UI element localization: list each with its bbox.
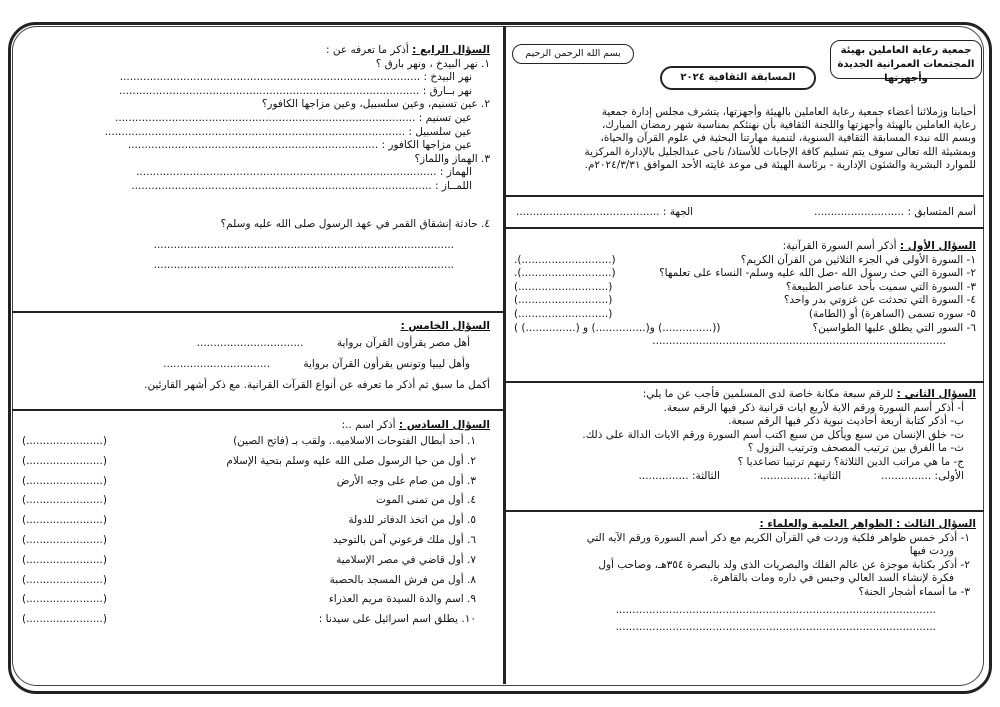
q6-answer-blank[interactable]: (.......................) bbox=[22, 454, 107, 467]
q4-title-rest: أذكر ما تعرفه عن : bbox=[326, 44, 409, 56]
q6-answer-blank[interactable]: (.......................) bbox=[22, 613, 107, 626]
q3-item: فكرة لإنشاء السد العالي وحبس في داره ومات بالقاهرة. bbox=[709, 572, 954, 585]
q1-question: ٦- السور التي يطلق عليها الطواسين؟ bbox=[812, 321, 976, 334]
contest-title-box bbox=[660, 66, 816, 90]
q3-item: ٢- أذكر بكتابة موجزة عن عالم الفلك والبصريات الذى ولد بالبصرة ٣٥٤هـ، وصاحب أول bbox=[598, 558, 970, 571]
q1-answer-blank[interactable]: ((...............) و(...............) و (...............) ) bbox=[514, 321, 721, 334]
q1-question: ٤- السورة التي تحدثت عن غزوتي بدر واحد؟ bbox=[783, 294, 976, 307]
question-3 bbox=[514, 518, 976, 635]
q5-title: السؤال الخامس : bbox=[400, 320, 490, 332]
q2-rank-second[interactable]: الثانية: ............... bbox=[759, 469, 842, 482]
question-6 bbox=[22, 418, 490, 630]
q1-item bbox=[514, 254, 976, 268]
intro-line: أحبابنا وزملائنا أعضاء جمعية رعاية العاملين بالهيئة وأجهزتها، يتشرف مجلس إدارة جمعية bbox=[601, 106, 976, 118]
separator-left-1 bbox=[12, 311, 503, 313]
q3-item: ٣- ما أسماء أشجار الجنة؟ bbox=[858, 585, 970, 598]
q6-item bbox=[22, 571, 490, 591]
q6-question: ٢. أول من حيا الرسول صلى الله عليه وسلم بتحية الإسلام bbox=[226, 454, 476, 467]
q1-footer-dots[interactable]: ........................................................................................ bbox=[652, 335, 946, 348]
contestant-dept-field[interactable]: الجهة : ........................................... bbox=[516, 206, 694, 218]
contestant-name-field[interactable]: أسم المتسابق : ........................... bbox=[814, 206, 976, 218]
q6-item bbox=[22, 472, 490, 492]
q1-title: السؤال الأول : bbox=[899, 240, 976, 252]
q1-answer-blank[interactable]: (...........................) bbox=[514, 280, 613, 293]
q2-item: ب- أذكر كتابة أربعة أحاديث نبوية ذكر فيها الرقم سبعة. bbox=[728, 415, 964, 428]
q6-question: ٥. أول من اتخذ الدفاتر للدولة bbox=[348, 514, 476, 527]
intro-line: رعاية العاملين بالهيئة وأجهزتها واللجنة الثقافية بأن نهنئكم بمناسبة شهر رمضان المبارك، bbox=[601, 119, 976, 132]
org-line-1: جمعية رعاية العاملين بهيئة bbox=[840, 45, 972, 56]
q2-item: ج- ما هي مراتب الدين الثلاثة؟ رتبهم ترتيبا تصاعديا ؟ bbox=[737, 455, 964, 468]
q5-line-1-text: أهل مصر يقرأون القرآن برواية bbox=[336, 337, 470, 349]
q5-line-1 bbox=[22, 333, 490, 354]
q6-question: ٩. اسم والدة السيدة مريم العذراء bbox=[328, 593, 476, 606]
q5-line-3: أكمل ما سبق ثم أذكر ما تعرفه عن أنواع القرآت القرانية. مع ذكر أشهر القارئين. bbox=[144, 379, 490, 391]
q1-item bbox=[514, 281, 976, 295]
q6-answer-blank[interactable]: (.......................) bbox=[22, 593, 107, 606]
q5-line-2-blank[interactable]: ................................ bbox=[163, 358, 270, 370]
q1-question: ٣- السورة التي سميت بأحد عناصر الطبيعة؟ bbox=[785, 280, 976, 293]
separator-right-3 bbox=[506, 381, 984, 383]
q6-question: ٣. أول من صام على وجه الأرض bbox=[336, 474, 476, 487]
q6-answer-blank[interactable]: (.......................) bbox=[22, 494, 107, 507]
q5-line-2-text: وأهل ليبيا وتونس يقرأون القرآن برواية bbox=[303, 358, 470, 370]
q6-item bbox=[22, 511, 490, 531]
q4-item: ٢. عين تسنيم، وعين سلسبيل، وعين مزاجها الكافور؟ bbox=[261, 98, 490, 111]
q2-item: ث- ما الفرق بين ترتيب المصحف وترتيب النزول ؟ bbox=[747, 442, 964, 455]
q4-answer-dots[interactable]: .......................................................................................... bbox=[153, 239, 454, 252]
q2-title: السؤال الثاني : bbox=[896, 388, 976, 400]
q3-answer-dots[interactable]: ................................................................................................ bbox=[615, 603, 936, 616]
q4-item: ٣. الهماز واللماز؟ bbox=[414, 152, 490, 165]
q4-answer-line[interactable]: عين مزاجها الكافور : ........................................................................... bbox=[127, 139, 472, 152]
contest-title: المسابقة الثقافية ٢٠٢٤ bbox=[680, 72, 796, 83]
q6-title: السؤال السادس : bbox=[398, 419, 490, 431]
q4-item: ٤. حادثة إنشقاق القمر في عهد الرسول صلى الله عليه وسلم؟ bbox=[220, 217, 490, 230]
q2-ranks bbox=[514, 470, 976, 484]
basmala-box bbox=[512, 44, 634, 64]
q4-answer-line[interactable]: عين تسنيم : .......................................................................................... bbox=[115, 111, 472, 124]
q2-title-rest: للرقم سبعة مكانة خاصة لدى المسلمين فأجب عن ما يلي: bbox=[642, 388, 894, 400]
q6-item bbox=[22, 610, 490, 630]
question-1 bbox=[514, 240, 976, 349]
q1-question: ٥- سوره تسمى (الساهرة) أو (الطامة) bbox=[808, 307, 976, 320]
q6-item bbox=[22, 432, 490, 452]
q4-answer-line[interactable]: الهماز : .......................................................................................... bbox=[136, 166, 472, 179]
q6-answer-blank[interactable]: (.......................) bbox=[22, 474, 107, 487]
q6-question: ٨. أول من فرش المسجد بالحصبة bbox=[329, 573, 476, 586]
q1-item bbox=[514, 322, 976, 336]
q6-title-rest: أذكر اسم ..: bbox=[341, 419, 396, 431]
q3-title: السؤال الثالث : الظواهر العلمية والعلماء : bbox=[759, 518, 976, 530]
q6-answer-blank[interactable]: (.......................) bbox=[22, 514, 107, 527]
organization-box bbox=[830, 40, 982, 84]
basmala: بسم الله الرحمن الرحيم bbox=[525, 48, 621, 59]
q4-answer-line[interactable]: نهر البيدخ : .......................................................................................... bbox=[119, 71, 472, 84]
org-line-2: المجتمعات العمرانية الجديدة وأجهزتها bbox=[837, 59, 975, 84]
intro-line: للموارد البشرية والشئون الإدارية - برئاسة الهيئة فى موعد غايته الأحد الموافق ٢٠٢٤/٣/٣١م. bbox=[584, 158, 976, 171]
question-5 bbox=[22, 319, 490, 396]
q6-question: ٦. أول ملك فرعوني آمن بالتوحيد bbox=[332, 533, 476, 546]
q4-item: ١. نهر البيدخ ، ونهر بارق ؟ bbox=[375, 57, 490, 70]
q5-line-1-blank[interactable]: ................................ bbox=[196, 337, 304, 349]
q1-answer-blank[interactable]: (...........................). bbox=[514, 267, 616, 280]
q6-item bbox=[22, 551, 490, 571]
q6-item bbox=[22, 452, 490, 472]
q4-title: السؤال الرابع : bbox=[412, 44, 490, 56]
q6-answer-blank[interactable]: (.......................) bbox=[22, 435, 107, 447]
q6-item bbox=[22, 590, 490, 610]
q1-answer-blank[interactable]: (...........................) bbox=[514, 307, 613, 320]
q2-item: أ- أذكر أسم السورة ورقم الاية لأربع ايات قرانية ذكر فيها الرقم سبعة. bbox=[663, 401, 964, 414]
question-2 bbox=[514, 388, 976, 483]
q1-title-rest: أذكر أسم السورة القرآنية: bbox=[782, 240, 897, 252]
q6-answer-blank[interactable]: (.......................) bbox=[22, 533, 107, 546]
q1-item bbox=[514, 294, 976, 308]
q4-answer-dots[interactable]: .......................................................................................... bbox=[153, 258, 454, 271]
q3-answer-dots[interactable]: ................................................................................................ bbox=[615, 621, 936, 634]
intro-line: وبمشيئة الله تعالى سوف يتم تسليم كافة الإجابات للأستاذ/ ناجى عبدالجليل بالإدارة المركزية bbox=[584, 145, 976, 158]
separator-left-2 bbox=[12, 409, 503, 411]
q6-answer-blank[interactable]: (.......................) bbox=[22, 553, 107, 566]
q6-question: ١. أحد أبطال الفتوحات الاسلاميه.. ولقب بـ (فاتح الصين) bbox=[233, 435, 476, 447]
q1-item bbox=[514, 267, 976, 281]
question-4 bbox=[22, 44, 490, 272]
q6-item bbox=[22, 531, 490, 551]
q1-answer-blank[interactable]: (...........................). bbox=[514, 253, 616, 266]
q4-answer-line[interactable]: اللمــاز : .......................................................................................... bbox=[131, 179, 472, 192]
intro-paragraph bbox=[516, 106, 976, 172]
q1-item bbox=[514, 308, 976, 322]
q6-question: ٤. أول من تمنى الموت bbox=[376, 494, 476, 507]
q1-question: ١- السورة الأولى في الجزء الثلاثين من القرآن الكريم؟ bbox=[740, 253, 976, 266]
column-divider bbox=[503, 26, 506, 684]
q5-line-2 bbox=[22, 354, 490, 375]
q2-rank-first[interactable]: الأولى: ............... bbox=[881, 469, 964, 482]
separator-right-1 bbox=[506, 195, 984, 197]
q6-answer-blank[interactable]: (.......................) bbox=[22, 573, 107, 586]
q1-answer-blank[interactable]: (...........................) bbox=[514, 294, 613, 307]
separator-right-2 bbox=[506, 227, 984, 229]
contestant-row bbox=[516, 206, 976, 220]
q1-question: ٢- السورة التي حث رسول الله -صل الله عليه وسلم- النساء على تعلمها؟ bbox=[659, 267, 976, 280]
q4-answer-line[interactable]: نهر بــارق : .......................................................................................... bbox=[119, 84, 472, 97]
q2-rank-third[interactable]: الثالثة: ............... bbox=[638, 469, 720, 482]
separator-right-4 bbox=[506, 510, 984, 512]
intro-line: وبسم الله نبدء المسابقة الثقافية السنوية، لتنمية مهارتنا البحثية في علوم القرآن والحياة، bbox=[600, 132, 976, 145]
q3-item: وردت فيها bbox=[909, 545, 954, 558]
q3-item: ١- أذكر خمس ظواهر فلكية وردت في القرآن الكريم مع ذكر أسم السورة ورقم الآيه التي bbox=[586, 531, 970, 544]
q6-question: ١٠. يطلق اسم اسرائيل على سيدنا : bbox=[318, 613, 476, 626]
q6-question: ٧. أول قاضي في مصر الإسلامية bbox=[336, 553, 476, 566]
q2-item: ت- خلق الإنسان من سبع ويأكل من سبع اكتب أسم السورة ورقم الايات الدالة على ذلك. bbox=[582, 428, 964, 441]
q6-item bbox=[22, 491, 490, 511]
q4-answer-line[interactable]: عين سلسبيل : .......................................................................................... bbox=[104, 125, 472, 138]
